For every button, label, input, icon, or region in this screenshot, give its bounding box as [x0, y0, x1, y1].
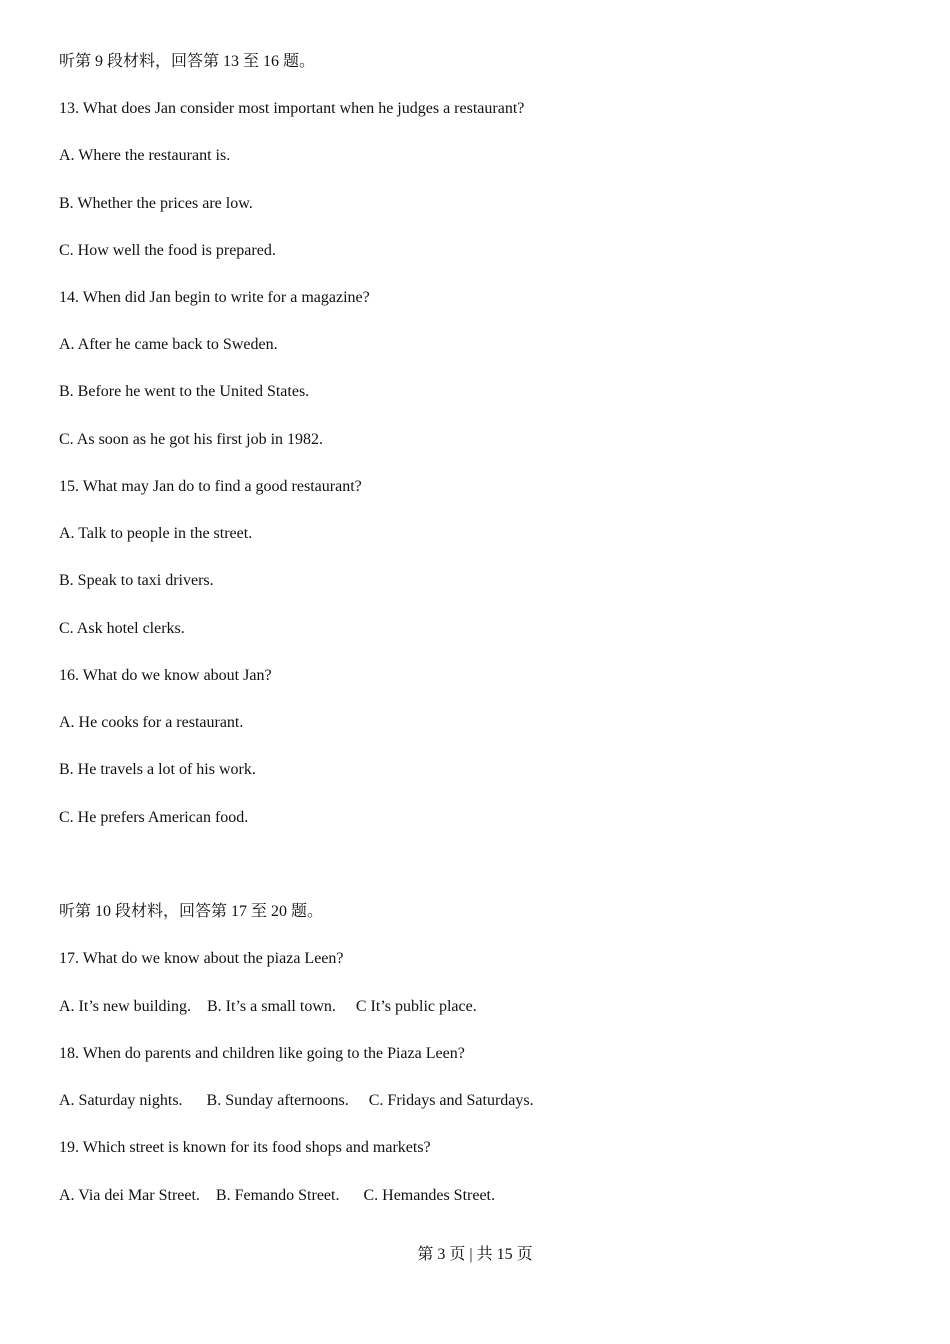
question-17-options: A. It’s new building. B. It’s a small town. C It’s public place.: [59, 998, 477, 1015]
question-14-stem: 14. When did Jan begin to write for a magazine?: [59, 289, 370, 306]
section-10-heading: 听第 10 段材料，回答第 17 至 20 题。: [59, 903, 324, 920]
question-13-option-c: C. How well the food is prepared.: [59, 242, 276, 259]
question-14-option-a: A. After he came back to Sweden.: [59, 336, 278, 353]
question-13-option-a: A. Where the restaurant is.: [59, 147, 231, 164]
question-17-stem: 17. What do we know about the piaza Leen?: [59, 950, 344, 967]
section-9-heading: 听第 9 段材料，回答第 13 至 16 题。: [59, 53, 316, 70]
question-15-option-b: B. Speak to taxi drivers.: [59, 572, 214, 589]
question-16-option-a: A. He cooks for a restaurant.: [59, 714, 244, 731]
page-footer: 第 3 页 | 共 15 页: [417, 1246, 533, 1263]
question-16-option-b: B. He travels a lot of his work.: [59, 761, 256, 778]
question-13-option-b: B. Whether the prices are low.: [59, 195, 253, 212]
question-15-stem: 15. What may Jan do to find a good restaurant?: [59, 478, 362, 495]
question-13-stem: 13. What does Jan consider most important when he judges a restaurant?: [59, 100, 525, 117]
question-14-option-c: C. As soon as he got his first job in 1982.: [59, 431, 324, 448]
question-14-option-b: B. Before he went to the United States.: [59, 383, 310, 400]
question-16-option-c: C. He prefers American food.: [59, 809, 249, 826]
question-16-stem: 16. What do we know about Jan?: [59, 667, 272, 684]
question-15-option-c: C. Ask hotel clerks.: [59, 620, 185, 637]
question-18-stem: 18. When do parents and children like going to the Piaza Leen?: [59, 1045, 465, 1062]
question-19-stem: 19. Which street is known for its food shops and markets?: [59, 1139, 431, 1156]
question-15-option-a: A. Talk to people in the street.: [59, 525, 253, 542]
question-19-options: A. Via dei Mar Street. B. Femando Street. C. Hemandes Street.: [59, 1187, 495, 1204]
question-18-options: A. Saturday nights. B. Sunday afternoons. C. Fridays and Saturdays.: [59, 1092, 534, 1109]
